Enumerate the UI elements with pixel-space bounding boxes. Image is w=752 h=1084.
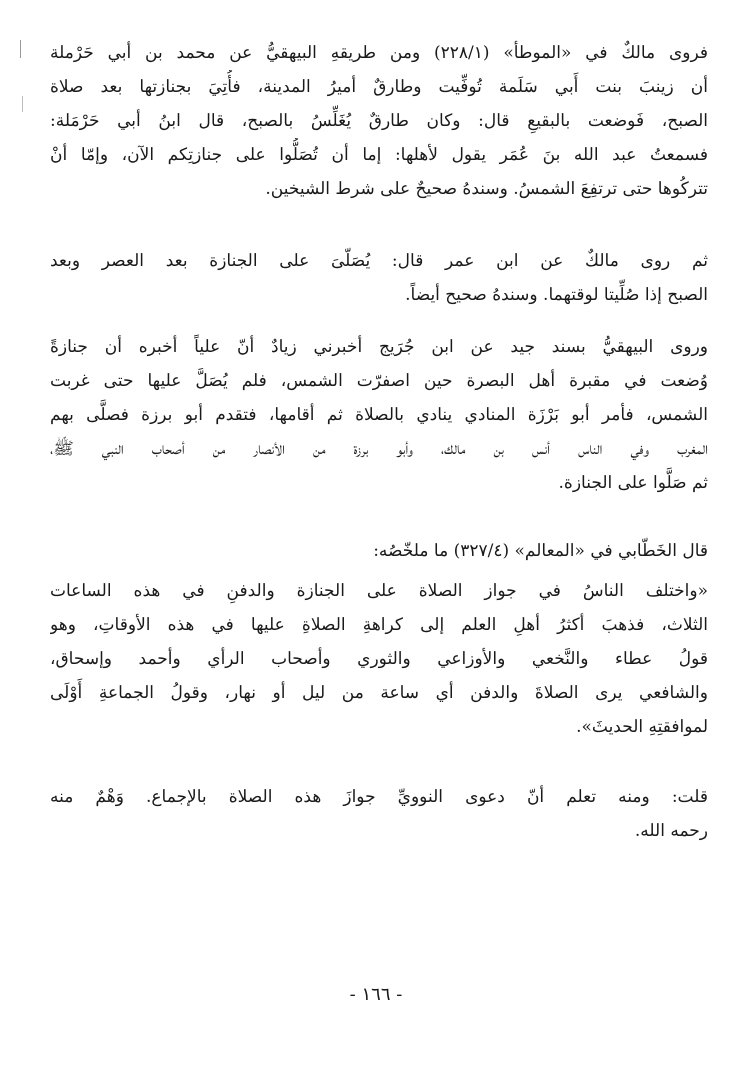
text-line: ثم روى مالكٌ عن ابن عمر قال: يُصَلّىَ على الجنازة بعد العصر وبعد: [50, 251, 708, 271]
paragraph-1: [50, 36, 708, 206]
text-line: فسمعتُ عبد الله بنَ عُمَر يقول لأهلها: إما أن تُصَلُّوا على جنازتِكم الآن، وإمّا أنْ: [50, 145, 708, 165]
text-line: قال الخَطّابي في «المعالم» (٣٢٧/٤) ما ملخّصُه:: [373, 541, 708, 561]
text-line: فروى مالكٌ في «الموطأ» (٢٢٨/١) ومن طريقهِ البيهقيُّ عن محمد بن أبي حَرْملة: [50, 43, 708, 63]
text-line: الثلاث، فذهبَ أكثرُ أهلِ العلم إلى كراهةِ الصلاةِ عليها في هذه الأوقاتِ، وهو: [50, 615, 708, 635]
text-line: «واختلف الناسُ في جواز الصلاة على الجنازة والدفنِ في هذه الساعات: [50, 581, 708, 601]
text-line: تتركُوها حتى ترتفِعَ الشمسُ. وسندهُ صحيحٌ على شرط الشيخين.: [265, 179, 708, 199]
text-line: الصبح، فَوضعت بالبقيعِ قال: وكان طارقٌ يُغَلِّسُ بالصبح، قال ابنُ أبي حَرْمَلة:: [50, 111, 708, 131]
text-line: قلت: ومنه تعلم أنّ دعوى النوويِّ جوازَ هذه الصلاة بالإجماع. وَهْمٌ منه: [50, 787, 708, 807]
text-line: لموافقتِهِ الحديثَ».: [576, 717, 708, 737]
page-number: - ١٦٦ -: [349, 984, 403, 1005]
paragraph-2: [50, 244, 708, 312]
text-line: رحمه الله.: [634, 821, 708, 841]
paragraph-6: [50, 780, 708, 848]
paragraph-3: [50, 330, 708, 500]
text-line: ثم صَلَّوا على الجنازة.: [558, 473, 708, 493]
margin-mark: [20, 40, 21, 58]
text-line: وُضعت في مقبرة أهل البصرة حين اصفرّت الشمس، فلم يُصَلَّ عليها حتى غربت: [50, 371, 708, 391]
text-line: والشافعي يرى الصلاةَ والدفن أي ساعة من ليل أو نهار، وقولُ الجماعةِ أَوْلَى: [50, 683, 708, 703]
text-line: المغرب وفي الناس أنس بن مالك، وأبو برزة من الأنصار من أصحاب النبي ﷺ،: [50, 439, 708, 459]
paragraph-5: [50, 574, 708, 744]
text-line: الشمس، فأمر أبو بَرْزَة المنادي ينادي بالصلاة ثم أقامها، فتقدم أبو برزة فصلَّى بهم: [50, 405, 708, 425]
margin-mark: [22, 96, 23, 112]
text-line: أن زينبَ بنت أَبي سَلَمة تُوفِّيت وطارقٌ أميرُ المدينة، فأُتِيَ بجنازتها بعد صلاة: [50, 77, 708, 97]
text-line: وروى البيهقيُّ بسند جيد عن ابن جُرَيج أخبرني زيادٌ أنّ علياً أخبره أن جنازةً: [50, 337, 708, 357]
text-line: الصبح إذا صُلِّيتا لوقتهما. وسندهُ صحيح أيضاً.: [405, 285, 708, 305]
text-line: قولُ عطاء والنَّخعي والأوزاعي والثوري وأصحاب الرأي وأحمد وإسحاق،: [50, 649, 708, 669]
paragraph-4: [50, 534, 708, 568]
